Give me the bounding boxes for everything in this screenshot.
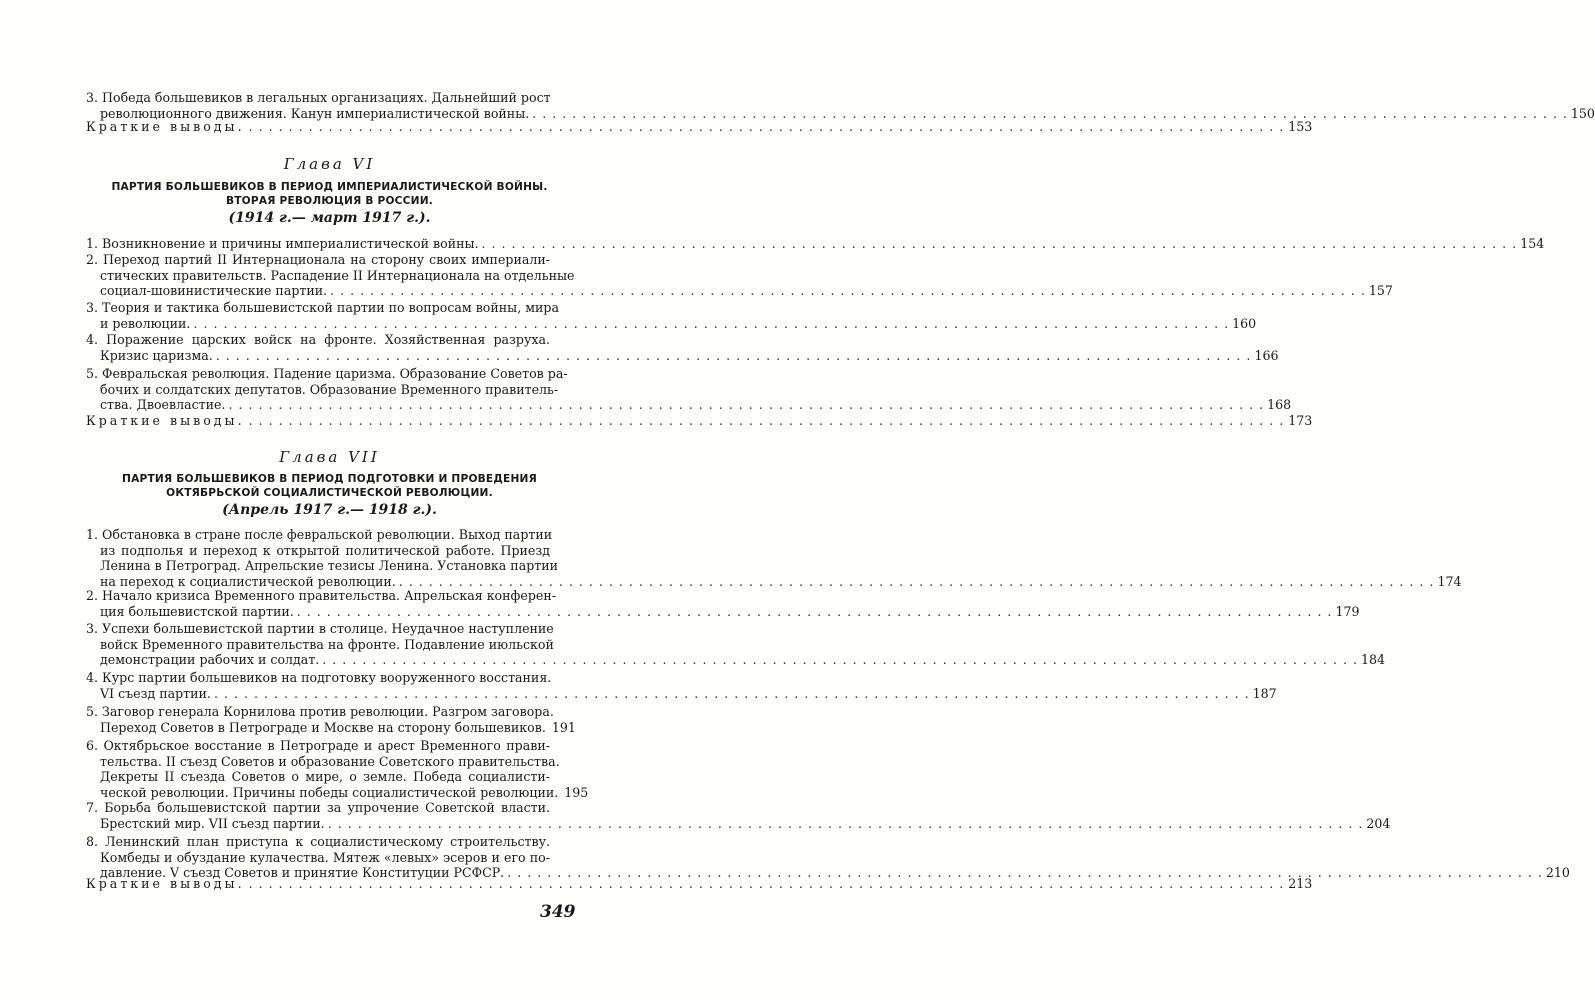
summary-label: Краткие выводы. xyxy=(86,876,245,891)
chapter-heading: Глава VII xyxy=(279,448,380,466)
leader-dots: . . . . . . . . . . . . . . . . . . . . . . . . . . . . . . . . . . . . . . . . . . . . . . . . . . . . . . . . . . . . . . . . . . . . . . . . . . . . . . . . . . . . . . . . . . . . . . . . . . . . . . . . xyxy=(248,876,1285,891)
page-number[interactable]: 195 xyxy=(564,784,589,800)
leader-dots: . . . . . . . . . . . . . . . . . . . . . . . . . . . . . . . . . . . . . . . . . . . . . . . . . . . . . . . . . . . . . . . . . . . . . . . . . . . . . . . . . . . . . . . . . . . . . . . . . . . . . . . . xyxy=(330,283,1366,299)
toc-entry-line: стических правительств. Распадение II Интернационала на отдельные xyxy=(100,267,575,283)
toc-entry[interactable] xyxy=(86,834,1570,881)
toc-entry-line: 2. Начало кризиса Временного правительства. Апрельская конферен- xyxy=(86,588,557,603)
toc-entry-line: бочих и солдатских депутатов. Образование Временного правитель- xyxy=(100,381,559,397)
toc-entry-last-line xyxy=(86,603,1360,620)
toc-entry-line: 6. Октябрьское восстание в Петрограде и арест Временного прави- xyxy=(86,738,550,753)
toc-entry-text: на переход к социалистической революции. xyxy=(100,573,396,589)
toc-entry[interactable] xyxy=(86,621,1386,668)
toc-entry-line: Декреты II съезда Советов о мире, о земле. Победа социалисти- xyxy=(100,769,550,785)
chapter-title: ПАРТИЯ БОЛЬШЕВИКОВ В ПЕРИОД ПОДГОТОВКИ И ПРОВЕДЕНИЯ xyxy=(122,473,537,485)
page-number[interactable]: 154 xyxy=(1520,236,1545,251)
toc-entry-line: тельства. II съезд Советов и образование Советского правительства. xyxy=(100,753,560,769)
page-number[interactable]: 184 xyxy=(1360,652,1386,668)
toc-entry-line: Ленина в Петроград. Апрельские тезисы Ленина. Установка партии xyxy=(100,558,559,574)
summary-label: Краткие выводы. xyxy=(86,119,245,134)
leader-dots: . . . . . . . . . . . . . . . . . . . . . . . . . . . . . . . . . . . . . . . . . . . . . . . . . . . . . . . . . . . . . . . . . . . . . . . . . . . . . . . . . . . . . . . . . . . . . . . . . . . . . . . . xyxy=(507,865,1543,881)
page-number[interactable]: 204 xyxy=(1366,815,1391,831)
toc-entry[interactable] xyxy=(86,670,1277,701)
toc-entry-last-line xyxy=(86,315,1257,332)
toc-entry-line: 3. Теория и тактика большевистской партии по вопросам войны, мира xyxy=(86,300,559,315)
toc-entry-text: ческой революции. Причины победы социалистической революции. xyxy=(100,784,559,800)
page-number[interactable]: 160 xyxy=(1232,315,1257,331)
page-number[interactable]: 153 xyxy=(1288,119,1313,134)
toc-entry-text: демонстрации рабочих и солдат. xyxy=(100,652,320,668)
page-number[interactable]: 174 xyxy=(1437,573,1462,589)
page-number[interactable]: 166 xyxy=(1254,347,1279,363)
toc-entry-line: 4. Поражение царских войск на фронте. Хозяйственная разруха. xyxy=(86,332,550,347)
toc-entry-text: 1. Возникновение и причины империалистической войны. xyxy=(86,236,479,251)
toc-entry-line: 7. Борьба большевистской партии за упрочение Советской власти. xyxy=(86,800,550,815)
toc-entry[interactable] xyxy=(86,527,1462,589)
toc-entry-text: социал-шовинистические партии. xyxy=(100,283,328,299)
toc-entry-last-line xyxy=(86,397,1292,413)
toc-entry-last-line xyxy=(86,685,1277,702)
toc-entry-line: 5. Заговор генерала Корнилова против революции. Разгром заговора. xyxy=(86,704,554,719)
leader-dots: . . . . . . . . . . . . . . . . . . . . . . . . . . . . . . . . . . . . . . . . . . . . . . . . . . . . . . . . . . . . . . . . . . . . . . . . . . . . . . . . . . . . . . . . . . . . . . . . . . . . . . . . xyxy=(481,236,1518,251)
leader-dots: . . . . . . . . . . . . . . . . . . . . . . . . . . . . . . . . . . . . . . . . . . . . . . . . . . . . . . . . . . . . . . . . . . . . . . . . . . . . . . . . . . . . . . . . . . . . . . . . . . . . . . . . xyxy=(296,603,1333,619)
chapter-title: ПАРТИЯ БОЛЬШЕВИКОВ В ПЕРИОД ИМПЕРИАЛИСТИЧЕСКОЙ ВОЙНЫ. xyxy=(111,181,548,193)
toc-entry-line: 8. Ленинский план приступа к социалистическому строительству. xyxy=(86,834,550,849)
toc-entry-text: Кризис царизма. xyxy=(100,347,213,363)
page-number[interactable]: 150 xyxy=(1570,105,1595,121)
toc-entry-text: ства. Двоевластие. xyxy=(100,397,226,413)
toc-entry-last-line xyxy=(86,815,1391,832)
page-number[interactable]: 173 xyxy=(1288,413,1313,428)
toc-entry-text: VI съезд партии. xyxy=(100,685,211,701)
toc-entry[interactable] xyxy=(86,738,589,800)
toc-entry[interactable] xyxy=(86,300,1257,331)
toc-entry-text: Брестский мир. VII съезд партии. xyxy=(100,815,325,831)
toc-entry-text: Переход Советов в Петрограде и Москве на сторону большевиков. xyxy=(100,719,546,735)
page-number[interactable]: 157 xyxy=(1368,283,1393,299)
chapter-dates: (Апрель 1917 г.— 1918 г.). xyxy=(222,502,437,518)
toc-entry-last-line xyxy=(86,236,1545,252)
toc-entry[interactable] xyxy=(86,588,1360,619)
toc-entry-last-line xyxy=(86,720,574,736)
toc-entry-line: 5. Февральская революция. Падение царизма. Образование Советов ра- xyxy=(86,366,568,381)
toc-entry-last-line xyxy=(86,784,589,801)
toc-entry[interactable] xyxy=(86,800,1391,831)
chapter-summary[interactable] xyxy=(86,119,1313,135)
toc-entry-text: и революции. xyxy=(100,315,191,331)
summary-label: Краткие выводы. xyxy=(86,413,245,428)
page-number[interactable]: 168 xyxy=(1267,397,1292,413)
toc-entry[interactable] xyxy=(86,704,574,735)
leader-dots: . . . . . . . . . . . . . . . . . . . . . . . . . . . . . . . . . . . . . . . . . . . . . . . . . . . . . . . . . . . . . . . . . . . . . . . . . . . . . . . . . . . . . . . . . . . . . . . . . . . . . . . . xyxy=(398,573,1435,589)
chapter-title: ВТОРАЯ РЕВОЛЮЦИЯ В РОССИИ. xyxy=(225,195,433,207)
toc-entry-text: давление. V съезд Советов и принятие Конституции РСФСР. xyxy=(100,865,505,881)
chapter-summary[interactable] xyxy=(86,876,1313,892)
toc-entry-text: ция большевистской партии. xyxy=(100,603,294,619)
leader-dots: . . . . . . . . . . . . . . . . . . . . . . . . . . . . . . . . . . . . . . . . . . . . . . . . . . . . . . . . . . . . . . . . . . . . . . . . . . . . . . . . . . . . . . . . . . . . . . . . . . . . . . . . xyxy=(213,685,1250,701)
leader-dots: . . . . . . . . . . . . . . . . . . . . . . . . . . . . . . . . . . . . . . . . . . . . . . . . . . . . . . . . . . . . . . . . . . . . . . . . . . . . . . . . . . . . . . . . . . . . . . . . . . . . . . . . xyxy=(327,815,1364,831)
toc-entry[interactable] xyxy=(86,252,1393,299)
toc-entry-line: 3. Успехи большевистской партии в столице. Неудачное наступление xyxy=(86,621,554,636)
leader-dots: . . . . . . . . . . . . . . . . . . . . . . . . . . . . . . . . . . . . . . . . . . . . . . . . . . . . . . . . . . . . . . . . . . . . . . . . . . . . . . . . . . . . . . . . . . . . . . . . . . . . . . . . xyxy=(193,315,1230,331)
leader-dots: . . . . . . . . . . . . . . . . . . . . . . . . . . . . . . . . . . . . . . . . . . . . . . . . . . . . . . . . . . . . . . . . . . . . . . . . . . . . . . . . . . . . . . . . . . . . . . . . . . . . . . . . xyxy=(248,413,1285,428)
leader-dots: . . . . . . . . . . . . . . . . . . . . . . . . . . . . . . . . . . . . . . . . . . . . . . . . . . . . . . . . . . . . . . . . . . . . . . . . . . . . . . . . . . . . . . . . . . . . . . . . . . . . . . . . xyxy=(248,119,1285,134)
toc-entry-line: 3. Победа большевиков в легальных организациях. Дальнейший рост xyxy=(86,90,551,105)
page-number[interactable]: 179 xyxy=(1335,603,1360,619)
page-number[interactable]: 187 xyxy=(1252,685,1277,701)
chapter-dates: (1914 г.— март 1917 г.). xyxy=(228,210,431,226)
toc-entry-line: 2. Переход партий II Интернационала на сторону своих империали- xyxy=(86,252,550,267)
leader-dots: . . . . . . . . . . . . . . . . . . . . . . . . . . . . . . . . . . . . . . . . . . . . . . . . . . . . . . . . . . . . . . . . . . . . . . . . . . . . . . . . . . . . . . . . . . . . . . . . . . . . . . . . xyxy=(532,105,1568,121)
toc-entry[interactable] xyxy=(86,236,1545,252)
toc-entry[interactable] xyxy=(86,90,1595,121)
toc-entry-last-line xyxy=(86,652,1386,668)
page-folio: 349 xyxy=(540,902,576,922)
toc-entry-line: 1. Обстановка в стране после февральской революции. Выход партии xyxy=(86,527,553,542)
toc-entry-line: 4. Курс партии большевиков на подготовку вооруженного восстания. xyxy=(86,670,552,685)
leader-dots: . . . . . . . . . . . . . . . . . . . . . . . . . . . . . . . . . . . . . . . . . . . . . . . . . . . . . . . . . . . . . . . . . . . . . . . . . . . . . . . . . . . . . . . . . . . . . . . . . . . . . . . . xyxy=(228,397,1265,413)
page-number[interactable]: 191 xyxy=(551,719,576,735)
toc-entry-last-line xyxy=(86,347,1279,364)
chapter-summary[interactable] xyxy=(86,413,1313,429)
page-number[interactable]: 213 xyxy=(1288,876,1313,891)
toc-entry-line: Комбеды и обуздание кулачества. Мятеж «левых» эсеров и его по- xyxy=(100,849,550,865)
toc-entry-line: из подполья и переход к открытой политической работе. Приезд xyxy=(100,542,550,558)
chapter-heading: Глава VI xyxy=(283,155,376,173)
page-number[interactable]: 210 xyxy=(1545,865,1570,881)
toc-entry-text: революционного движения. Канун империалистической войны. xyxy=(100,105,530,121)
toc-entry-last-line xyxy=(86,283,1393,299)
toc-entry[interactable] xyxy=(86,332,1279,363)
chapter-title: ОКТЯБРЬСКОЙ СОЦИАЛИСТИЧЕСКОЙ РЕВОЛЮЦИИ. xyxy=(166,487,493,499)
leader-dots: . . . . . . . . . . . . . . . . . . . . . . . . . . . . . . . . . . . . . . . . . . . . . . . . . . . . . . . . . . . . . . . . . . . . . . . . . . . . . . . . . . . . . . . . . . . . . . . . . . . . . . . . xyxy=(215,347,1252,363)
toc-entry-line: войск Временного правительства на фронте. Подавление июльской xyxy=(100,636,554,652)
leader-dots: . . . . . . . . . . . . . . . . . . . . . . . . . . . . . . . . . . . . . . . . . . . . . . . . . . . . . . . . . . . . . . . . . . . . . . . . . . . . . . . . . . . . . . . . . . . . . . . . . . . . . . . . xyxy=(322,652,1358,668)
toc-entry[interactable] xyxy=(86,366,1292,413)
